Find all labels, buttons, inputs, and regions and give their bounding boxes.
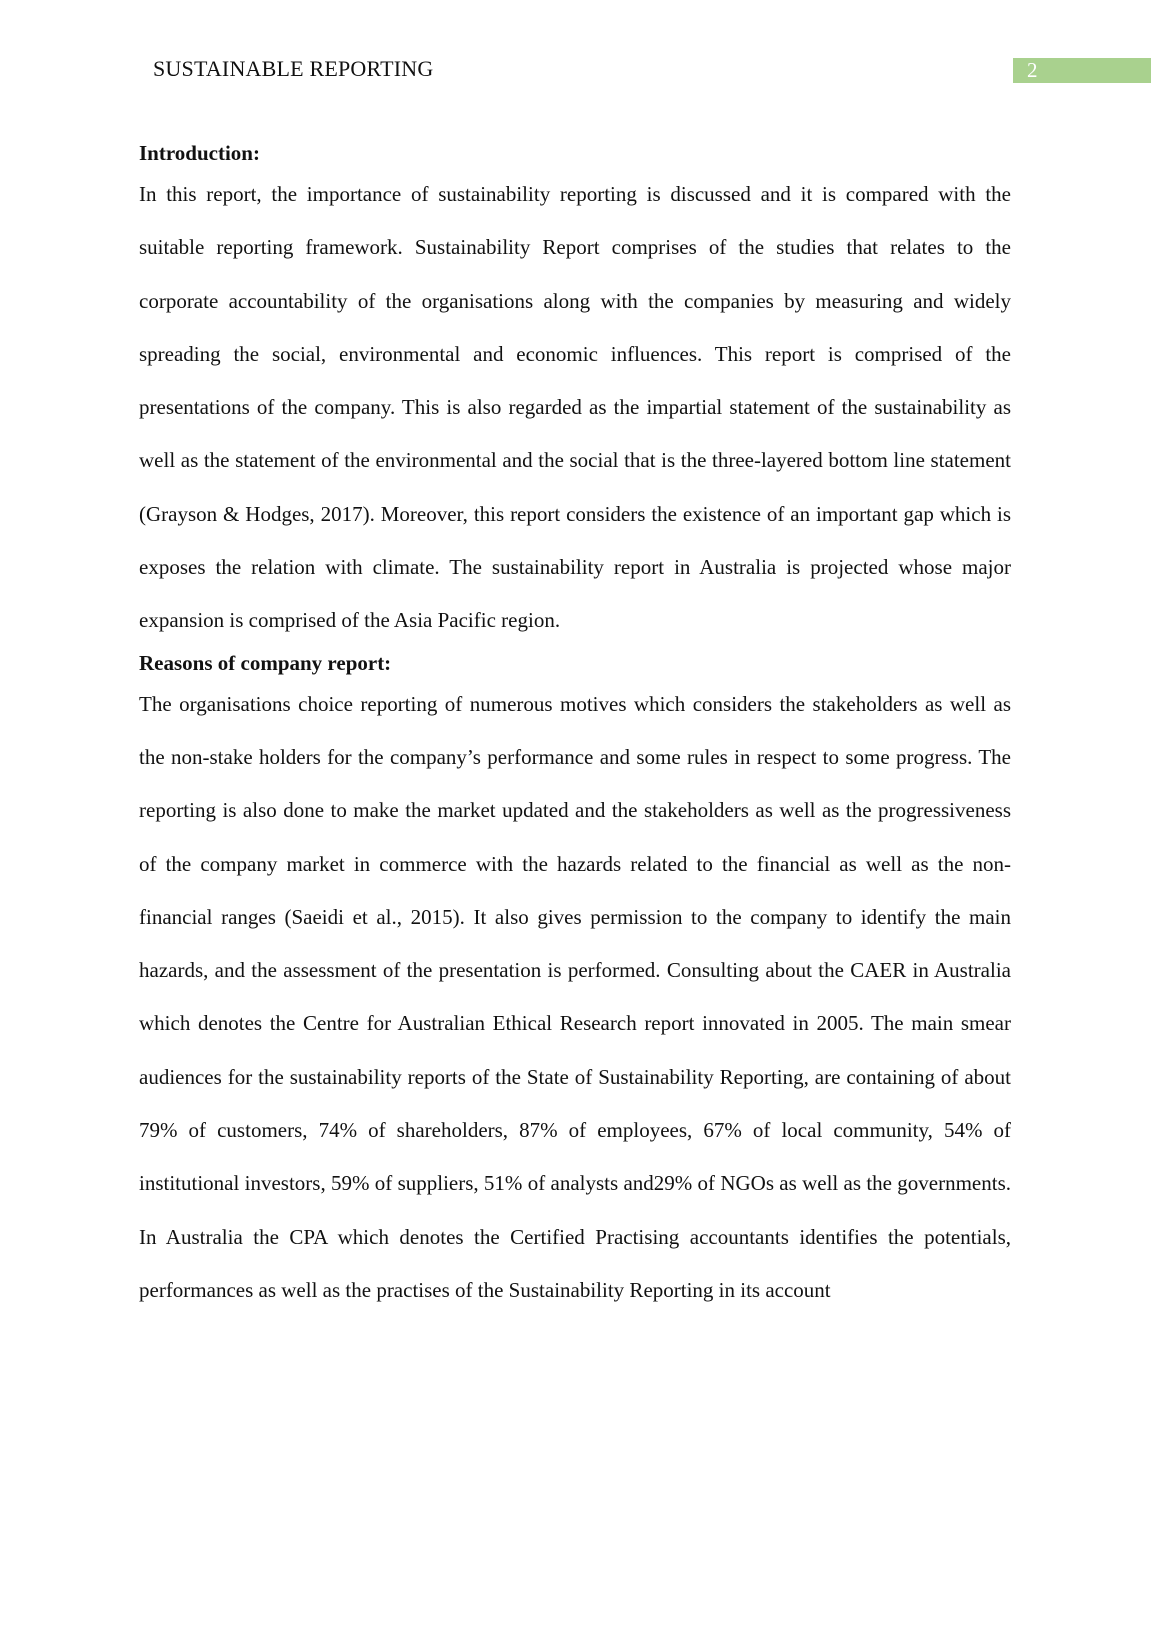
section-body-introduction: In this report, the importance of sustainability reporting is discussed and it is compared with the suitable reporting framework. Sustainability Report comprises of the studies that relates to the corporate accountability of the organisations along with the companies by measuring and widely spreading the social, environmental and economic influences. This report is comprised of the presentations of the company. This is also regarded as the impartial statement of the sustainability as well as the statement of the environmental and the social that is the three-layered bottom line statement (Grayson & Hodges, 2017). Moreover, this report considers the existence of an important gap which is exposes the relation with climate. The sustainability report in Australia is projected whose major expansion is comprised of the Asia Pacific region. xyxy=(139,182,1011,633)
page-number: 2 xyxy=(1027,58,1038,82)
running-header-title: SUSTAINABLE REPORTING xyxy=(153,56,434,81)
section-heading-introduction: Introduction: xyxy=(139,141,260,165)
section-body-reasons: The organisations choice reporting of numerous motives which considers the stakeholders as well as the non-stake holders for the company’s performance and some rules in respect to some progress. The reporting is also done to make the market updated and the stakeholders as well as the progressiveness of the company market in commerce with the hazards related to the financial as well as the non-financial ranges (Saeidi et al., 2015). It also gives permission to the company to identify the main hazards, and the assessment of the presentation is performed. Consulting about the CAER in Australia which denotes the Centre for Australian Ethical Research report innovated in 2005. The main smear audiences for the sustainability reports of the State of Sustainability Reporting, are containing of about 79% of customers, 74% of shareholders, 87% of employees, 67% of local community, 54% of institutional investors, 59% of suppliers, 51% of analysts and29% of NGOs as well as the governments. In Australia the CPA which denotes the Certified Practising accountants identifies the potentials, performances as well as the practises of the Sustainability Reporting in its account xyxy=(139,691,1011,1302)
section-heading-reasons: Reasons of company report: xyxy=(139,650,392,675)
page-number-badge xyxy=(1013,58,1151,83)
document-body xyxy=(139,138,1011,1317)
